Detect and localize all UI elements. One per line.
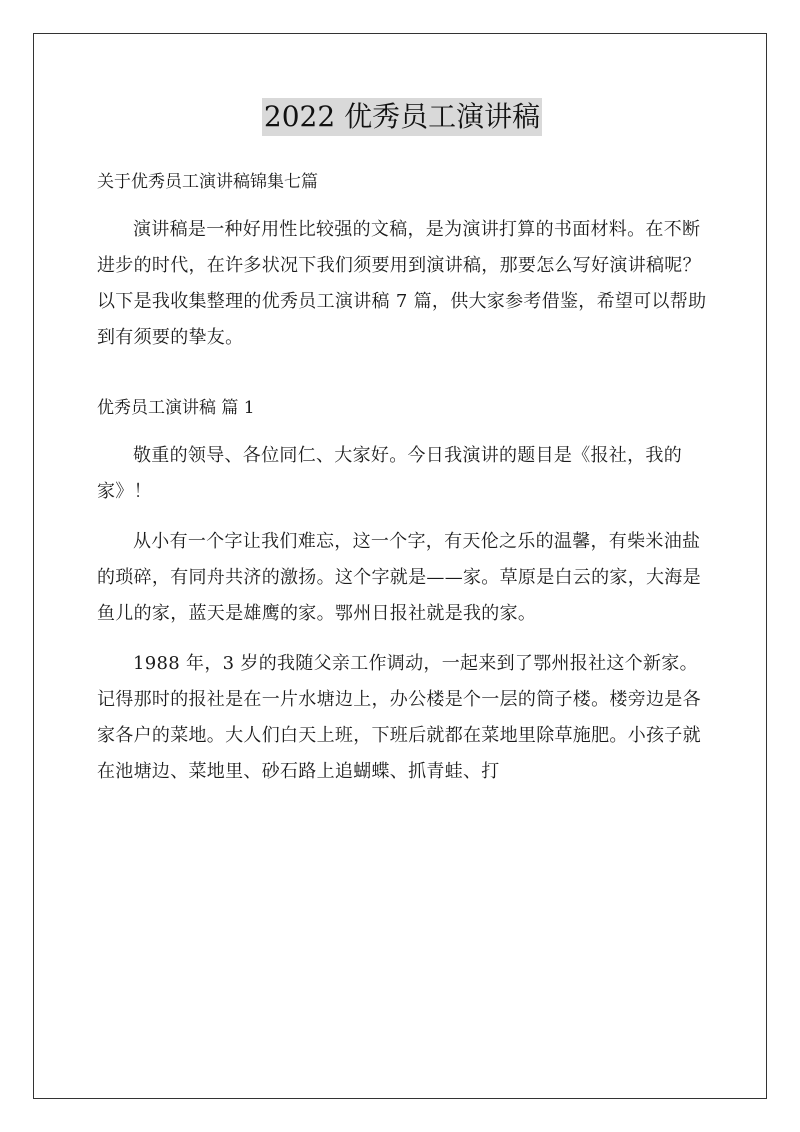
intro-paragraph: 演讲稿是一种好用性比较强的文稿，是为演讲打算的书面材料。在不断进步的时代，在许多状况下我们须要用到演讲稿，那要怎么写好演讲稿呢？以下是我收集整理的优秀员工演讲稿 7 篇，供大家参考借鉴，希望可以帮助到有须要的挚友。	[97, 219, 707, 348]
page-title: 2022 优秀员工演讲稿	[262, 98, 542, 136]
section-heading: 优秀员工演讲稿 篇 1	[97, 398, 255, 418]
title-wrap	[97, 90, 707, 144]
body-paragraph: 从小有一个字让我们难忘，这一个字，有天伦之乐的温馨，有柴米油盐的琐碎，有同舟共济的激扬。这个字就是——家。草原是白云的家，大海是鱼儿的家，蓝天是雄鹰的家。鄂州日报社就是我的家。	[97, 531, 701, 624]
document-body	[97, 90, 707, 804]
body-paragraph: 1988 年，3 岁的我随父亲工作调动，一起来到了鄂州报社这个新家。记得那时的报社是在一片水塘边上，办公楼是个一层的筒子楼。楼旁边是各家各户的菜地。大人们白天上班，下班后就都在菜地里除草施肥。小孩子就在池塘边、菜地里、砂石路上追蝴蝶、抓青蛙、打	[97, 653, 701, 782]
document-subtitle: 关于优秀员工演讲稿锦集七篇	[97, 172, 318, 192]
body-paragraph: 敬重的领导、各位同仁、大家好。今日我演讲的题目是《报社，我的家》！	[97, 445, 682, 502]
